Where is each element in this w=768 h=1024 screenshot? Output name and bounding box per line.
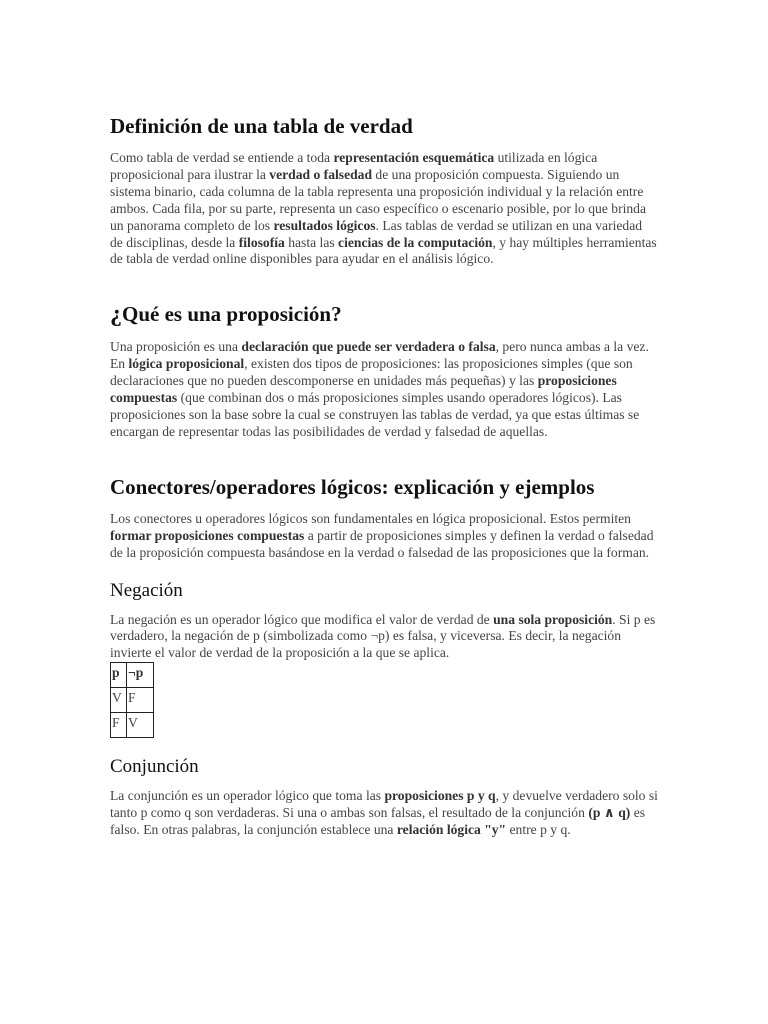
text-run: , pero nunca ambas a la vez. En [110,339,649,372]
heading-conectores: Conectores/operadores lógicos: explicación y ejemplos [110,474,595,499]
table-cell: F [127,688,154,713]
table-header-cell: p [111,663,127,688]
inverted-question-mark: ¿ [110,301,122,328]
paragraph-conectores [110,511,658,562]
text-run: . Si p es verdadero, la negación de p (simbolizada como ¬p) es falsa, y viceversa. Es decir, la negación invierte el valor de verdad de la proposición a la que se aplica. [110,611,656,661]
bold-run: resultados lógicos [273,217,376,233]
document-page [110,112,658,839]
table-header-row [111,663,154,688]
text-run: (que combinan dos o más proposiciones simples usando operadores lógicos). Las proposiciones son la base sobre la cual se construyen las tablas de verdad, ya que estas últimas se encargan de representar todas las posibilidades de verdad y falsedad de aquellas. [110,390,640,439]
text-run: , y devuelve verdadero solo si tanto p como q son verdaderas. Si una o ambas son falsas, el resultado de la conjunción [110,788,658,821]
text-run: . Las tablas de verdad se utilizan en una variedad de disciplinas, desde la [110,217,643,250]
heading-definicion: Definición de una tabla de verdad [110,114,413,138]
text-run: utilizada en lógica proposicional para ilustrar la [110,150,598,182]
bold-run: relación lógica "y" [396,822,507,838]
text-run: , existen dos tipos de proposiciones: las proposiciones simples (que son declaraciones que no pueden descomponerse en unidades más pequeñas) y las [110,356,633,389]
negation-truth-table [110,662,154,738]
paragraph-negacion [110,612,658,663]
bold-run: declaración que puede ser verdadera o falsa [241,339,496,355]
table-row [111,713,154,738]
table-row [111,688,154,713]
text-run: a partir de proposiciones simples y definen la verdad o falsedad de la proposición compuesta basándose en la verdad o falsedad de las proposiciones que la forman. [110,527,654,560]
bold-run: ciencias de la computación [338,234,493,250]
text-run: , y hay múltiples herramientas de tabla de verdad online disponibles para ayudar en el análisis lógico. [110,234,657,267]
text-run: hasta las [284,234,339,250]
heading-conjuncion: Conjunción [110,756,199,778]
paragraph-definicion [110,150,658,268]
text-run: Los conectores u operadores lógicos son fundamentales en lógica proposicional. Estos permiten [110,510,631,526]
table-header-cell: ¬p [127,663,154,688]
paragraph-conjuncion [110,788,658,839]
paragraph-proposicion [110,339,658,440]
heading-negacion: Negación [110,579,183,601]
bold-run: proposiciones p y q [384,788,496,804]
text-run: entre p y q. [506,822,571,838]
bold-run: filosofía [238,234,285,250]
text-run: La negación es un operador lógico que modifica el valor de verdad de [110,611,494,627]
table-cell: V [111,688,127,713]
bold-run: formar proposiciones compuestas [110,527,305,543]
bold-run: representación esquemática [333,150,495,165]
bold-run: (p ∧ q) [588,805,631,821]
heading-proposicion [110,300,658,328]
text-run: es falso. En otras palabras, la conjunción establece una [110,805,646,838]
bold-run: proposiciones compuestas [110,373,617,406]
text-run: de una proposición compuesta. Siguiendo un sistema binario, cada columna de la tabla representa una proposición individual y la relación entre ambos. Cada fila, por su parte, representa un caso específico o escenario posible, por lo que brinda un panorama completo de los [110,166,647,233]
table-cell: V [127,713,154,738]
text-run: Una proposición es una [110,339,242,355]
bold-run: lógica proposicional [128,356,245,372]
bold-run: una sola proposición [493,611,613,627]
bold-run: verdad o falsedad [269,166,373,182]
text-run: Como tabla de verdad se entiende a toda [110,150,334,165]
text-run: La conjunción es un operador lógico que toma las [110,788,385,804]
heading-text: Qué es una proposición? [122,302,342,327]
table-cell: F [111,713,127,738]
